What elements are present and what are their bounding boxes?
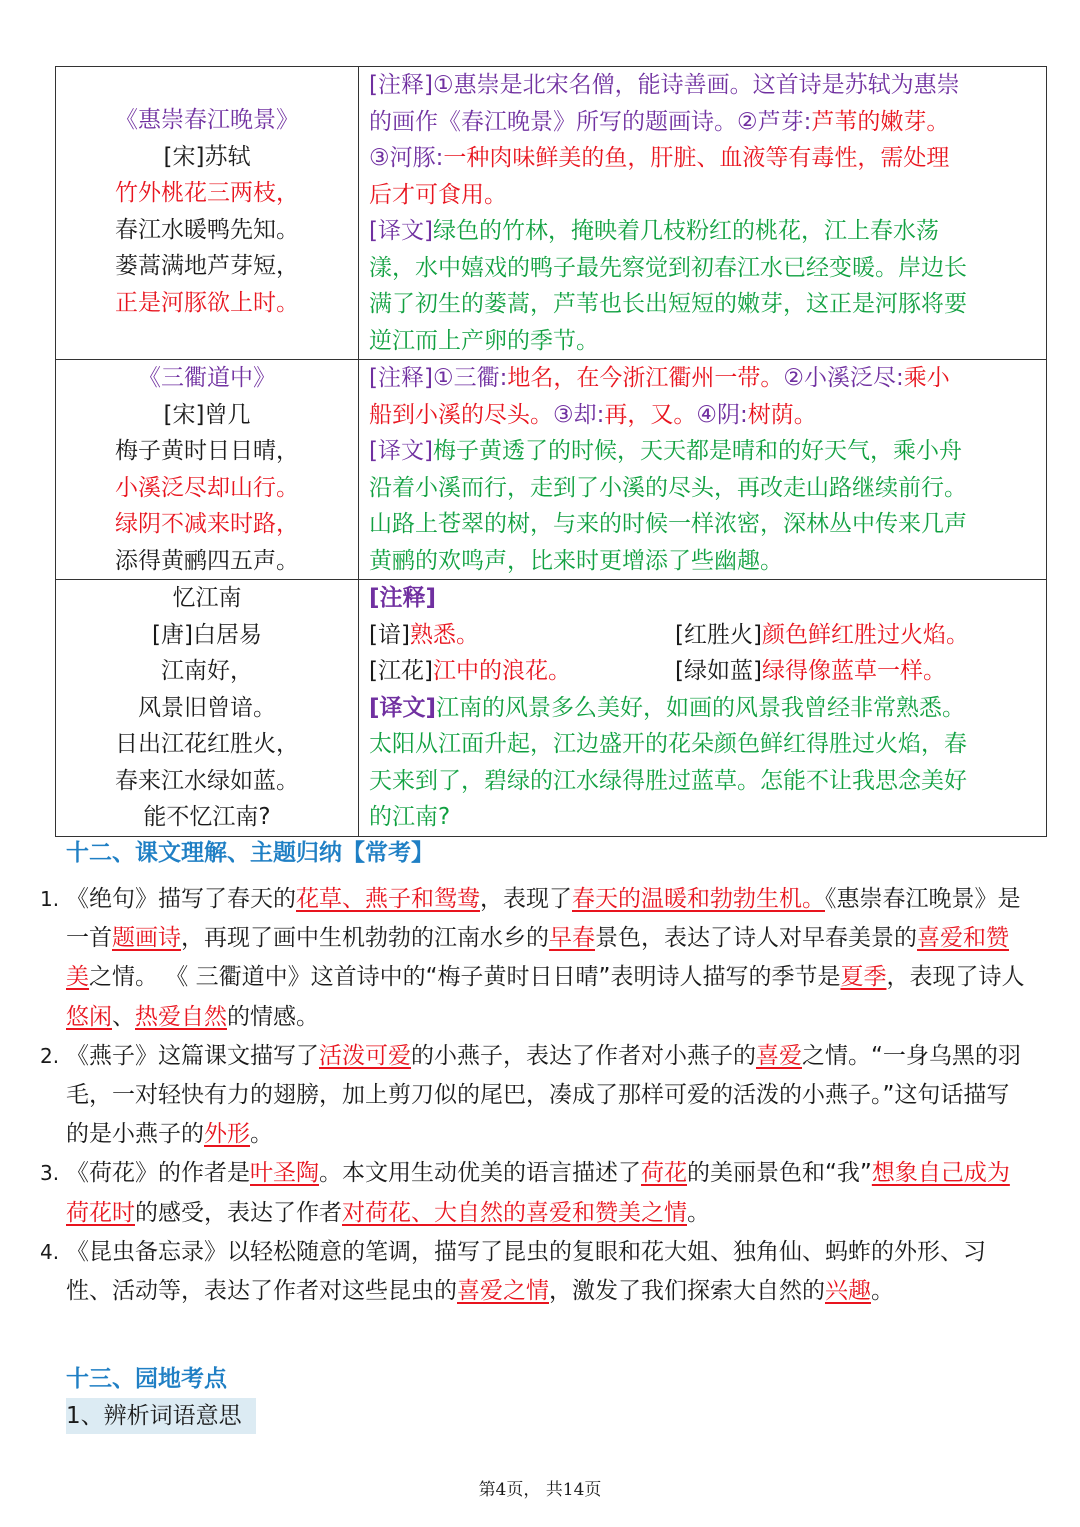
note-line: [译文]绿色的竹林，掩映着几枝粉红的桃花，江上春水荡 [369,218,939,244]
poem-title: 忆江南 [172,585,242,611]
poem-line: 竹外桃花三两枝， [115,180,299,206]
translation-line: [译文]江南的风景多么美好，如画的风景我曾经非常熟悉。 [369,694,966,721]
note-line: [注释]①三衢:地名，在今浙江衢州一带。②小溪泛尽:乘小 [369,365,950,391]
note-line: 漾，水中嬉戏的鸭子最先察觉到初春江水已经变暖。岸边长 [369,254,967,281]
translation-line: 的江南? [369,804,451,830]
poem-text-cell [56,580,359,837]
item-number: 3. [40,1161,60,1186]
note-line: 山路上苍翠的树，与来的时候一样浓密，深林丛中传来几声 [369,511,967,537]
list-item [40,1037,1030,1155]
poem-line: 绿阴不减来时路， [115,511,299,537]
section-heading-12: 十二、课文理解、主题归纳【常考】 [66,840,434,866]
poem-line: 春江水暖鸭先知。 [115,216,299,243]
gloss-item: [谙]熟悉。 [369,621,479,648]
poem-notes-cell [359,360,1047,580]
poem-author: [宋]曾几 [163,401,251,428]
note-line: 沿着小溪而行，走到了小溪的尽头，再改走山路继续前行。 [369,474,967,501]
answer-highlight: 夏季 [840,964,887,991]
gloss-grid [369,617,1038,690]
answer-highlight: 叶圣陶 [250,1160,319,1187]
poem-row [56,67,1047,360]
poem-notes-cell [359,580,1047,837]
item-number: 2. [40,1043,60,1068]
poem-line: 风景旧曾谙。 [138,694,276,721]
note-line: 后才可食用。 [369,181,507,208]
list-item [40,1154,1030,1232]
answer-highlight: 兴趣 [825,1278,871,1305]
poem-table [55,66,1047,837]
page-footer: 第4页， 共14页 [478,1480,602,1500]
item-text: 《燕子》这篇课文描写了活泼可爱的小燕子，表达了作者对小燕子的喜爱之情。“一身乌黑的羽毛，一对轻快有力的翅膀，加上剪刀似的尾巴，凑成了那样可爱的活泼的小燕子。”这句话描写的是小燕子的外形。 [66,1042,1021,1148]
answer-highlight: 早春 [549,925,595,952]
answer-highlight: 悠闲 [66,1003,112,1030]
poem-notes-cell [359,67,1047,360]
gloss-item: [江花]江中的浪花。 [369,658,571,684]
answer-highlight: 喜爱之情 [457,1278,549,1305]
item-number: 1. [40,887,60,911]
note-line: 逆江而上产卵的季节。 [369,327,599,354]
note-line: ③河豚:一种肉味鲜美的鱼，肝脏、血液等有毒性，需处理 [369,145,950,171]
note-line: 船到小溪的尽头。③却:再，又。④阴:树荫。 [369,401,817,428]
poem-author: [宋]苏轼 [163,143,251,170]
answer-highlight: 想象自己成为荷花时 [66,1160,1010,1226]
answer-highlight: 花草、燕子和鸳鸯 [296,886,480,912]
poem-line: 日出江花红胜火， [115,731,299,757]
answer-highlight: 活泼可爱 [319,1042,411,1069]
item-number: 4. [40,1239,60,1264]
note-line: [译文]梅子黄透了的时候，天天都是晴和的好天气，乘小舟 [369,438,962,464]
poem-line: 蒌蒿满地芦芽短， [115,253,299,279]
summary-list [40,880,1030,1311]
poem-line: 添得黄鹂四五声。 [115,547,299,574]
poem-row [56,360,1047,580]
item-text: 《昆虫备忘录》以轻松随意的笔调，描写了昆虫的复眼和花大姐、独角仙、蚂蚱的外形、习性、活动等，表达了作者对这些昆虫的喜爱之情，激发了我们探索大自然的兴趣。 [66,1238,986,1305]
poem-line: 江南好， [161,658,253,684]
poem-title: 《三衢道中》 [138,365,276,391]
item-text: 《绝句》描写了春天的花草、燕子和鸳鸯，表现了春天的温暖和勃勃生机。《惠崇春江晚景》是一首题画诗，再现了画中生机勃勃的江南水乡的早春景色，表达了诗人对早春美景的喜爱和赞美之情。 《 三衢道中》这首诗中的“梅子黄时日日晴”表明诗人描写的季节是夏季，表现了诗人悠闲、热爱自然的情感。 [66,886,1025,1030]
answer-highlight: 热爱自然 [135,1003,227,1030]
item-text: 《荷花》的作者是叶圣陶。本文用生动优美的语言描述了荷花的美丽景色和“我”想象自己成为荷花时的感受，表达了作者对荷花、大自然的喜爱和赞美之情。 [66,1160,1010,1226]
answer-highlight: 题画诗 [112,925,181,952]
note-line: [注释]①惠崇是北宋名僧，能诗善画。这首诗是苏轼为惠崇 [369,72,960,98]
poem-line: 春来江水绿如蓝。 [115,767,299,794]
answer-highlight: 荷花 [641,1160,687,1187]
poem-line: 梅子黄时日日晴， [115,438,299,464]
poem-line: 能不忆江南? [143,804,271,830]
note-line: 满了初生的蒌蒿，芦苇也长出短短的嫩芽，这正是河豚将要 [369,291,967,317]
answer-highlight: 春天的温暖和勃勃生机。 [572,886,825,912]
answer-highlight: 外形 [204,1121,250,1148]
gloss-item: [绿如蓝]绿得像蓝草一样。 [675,658,946,684]
translation-line: 天来到了，碧绿的江水绿得胜过蓝草。怎能不让我思念美好 [369,767,967,794]
sub-heading: 1、辨析词语意思 [66,1398,256,1434]
list-item [40,880,1030,1037]
poem-title: 《惠崇春江晚景》 [115,107,299,133]
poem-line: 正是河豚欲上时。 [115,289,299,316]
translation-line: 太阳从江面升起，江边盛开的花朵颜色鲜红得胜过火焰，春 [369,731,967,757]
list-item [40,1233,1030,1311]
answer-highlight: 对荷花、大自然的喜爱和赞美之情 [342,1199,687,1226]
poem-line: 小溪泛尽却山行。 [115,474,299,501]
note-line: 黄鹂的欢鸣声，比来时更增添了些幽趣。 [369,547,783,574]
gloss-item: [红胜火]颜色鲜红胜过火焰。 [675,621,969,648]
section-heading-13: 十三、园地考点 [66,1366,227,1392]
poem-text-cell [56,67,359,360]
notes-heading: [注释] [369,585,437,611]
poem-text-cell [56,360,359,580]
poem-author: [唐]白居易 [152,621,262,648]
answer-highlight: 喜爱 [756,1042,802,1069]
answer-highlight: 喜爱和赞美 [66,925,1009,991]
poem-row [56,580,1047,837]
note-line: 的画作《春江晚景》所写的题画诗。②芦芽:芦苇的嫩芽。 [369,108,950,135]
